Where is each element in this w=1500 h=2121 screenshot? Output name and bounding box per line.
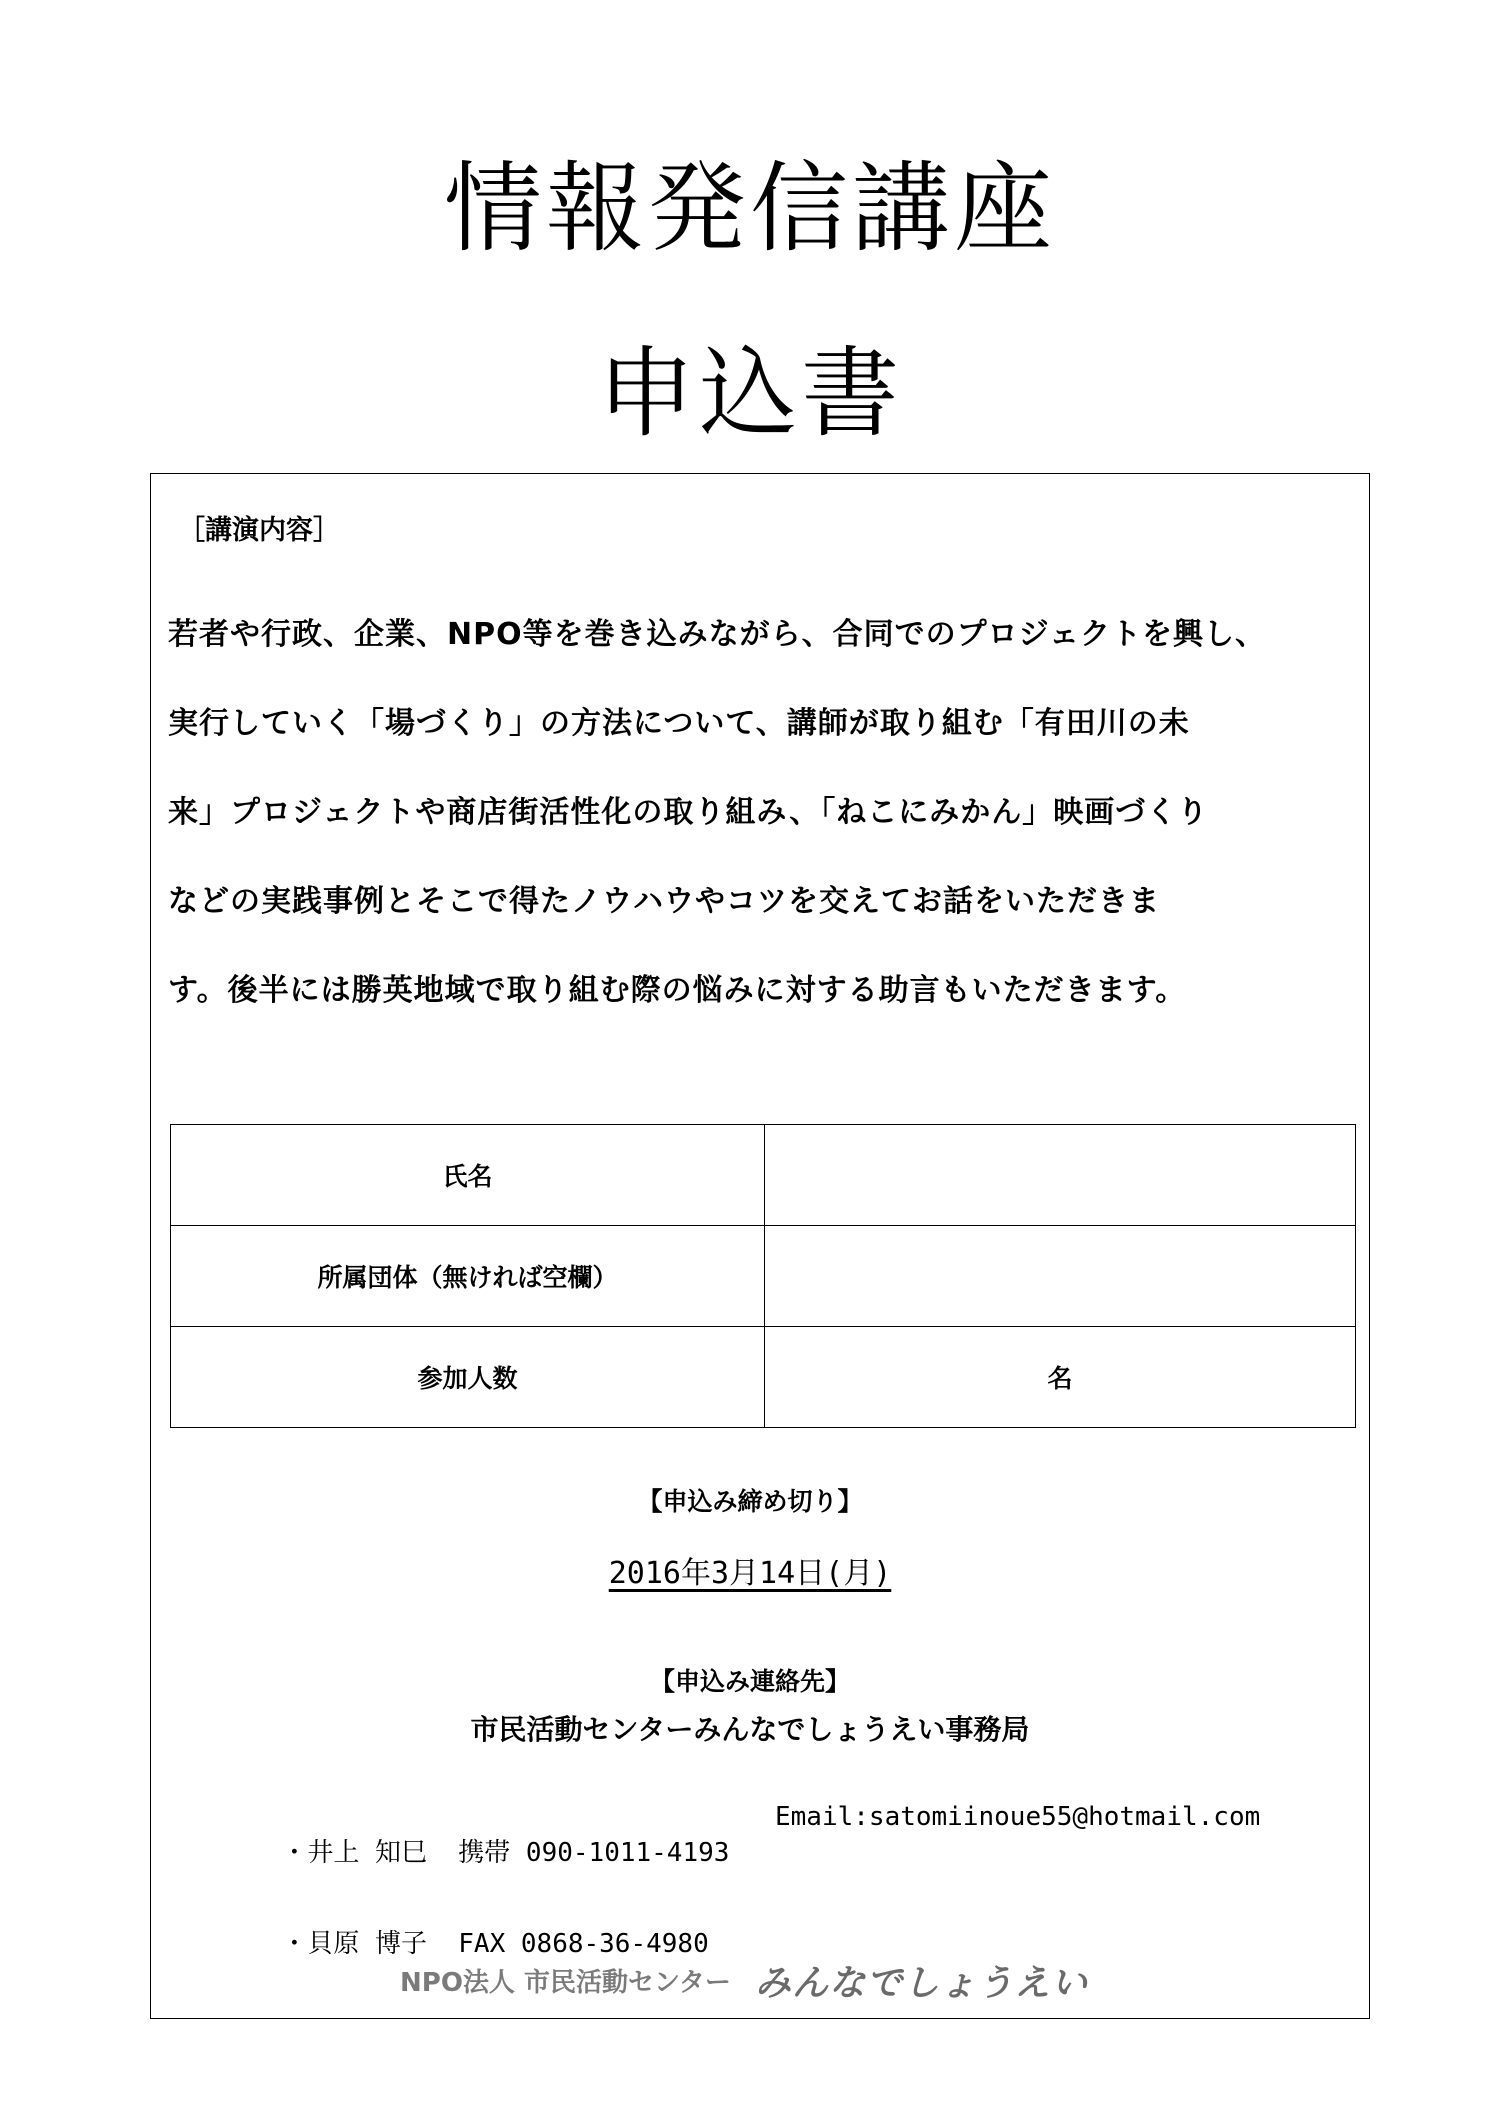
lecture-line: 若者や行政、企業、NPO等を巻き込みながら、合同でのプロジェクトを興し、 bbox=[168, 617, 1266, 652]
lecture-line: 来」プロジェクトや商店街活性化の取り組み、「ねこにみかん」映画づくり bbox=[168, 795, 1209, 830]
contact-person-2 bbox=[250, 1893, 709, 1960]
footer-logo bbox=[400, 1955, 1088, 2005]
page-title: 情報発信講座 bbox=[443, 152, 1056, 266]
contact-organization: 市民活動センターみんなでしょうえい事務局 bbox=[470, 1713, 1030, 1746]
table-row bbox=[171, 1226, 1356, 1327]
participants-label: 参加人数 bbox=[171, 1327, 765, 1428]
lecture-line: などの実践事例とそこで得たノウハウやコツを交えてお話をいただきま bbox=[168, 884, 1160, 919]
contact-person-1 bbox=[250, 1802, 1261, 1899]
contact-heading: 【申込み連絡先】 bbox=[649, 1667, 850, 1696]
organization-field[interactable] bbox=[765, 1226, 1356, 1327]
lecture-line: 実行していく「場づくり」の方法について、講師が取り組む「有田川の未 bbox=[168, 706, 1190, 741]
deadline-heading: 【申込み締め切り】 bbox=[637, 1487, 863, 1516]
contact-person-1-phone: ・井上 知巳 携帯 090-1011-4193 bbox=[281, 1838, 730, 1868]
table-row bbox=[171, 1125, 1356, 1226]
deadline-date: 2016年3月14日(月) bbox=[608, 1556, 892, 1591]
application-form-table bbox=[170, 1124, 1356, 1428]
deadline-date-line bbox=[0, 1548, 1500, 1592]
participants-field[interactable]: 名 bbox=[765, 1327, 1356, 1428]
page-subtitle: 申込書 bbox=[596, 337, 903, 451]
name-field[interactable] bbox=[765, 1125, 1356, 1226]
contact-email[interactable]: Email:satomiinoue55@hotmail.com bbox=[775, 1802, 1261, 1832]
name-label: 氏名 bbox=[171, 1125, 765, 1226]
lecture-content-label: ［講演内容］ bbox=[178, 515, 340, 546]
footer-brand-logo: みんなでしょうえい bbox=[754, 1961, 1088, 2004]
footer-org-name: NPO法人 市民活動センター bbox=[400, 1967, 731, 1998]
lecture-line: す。後半には勝英地域で取り組む際の悩みに対する助言もいただきます。 bbox=[168, 973, 1187, 1008]
organization-label: 所属団体（無ければ空欄） bbox=[171, 1226, 765, 1327]
contact-person-2-fax: ・貝原 博子 FAX 0868-36-4980 bbox=[281, 1929, 709, 1959]
lecture-description bbox=[168, 590, 1360, 1035]
table-row bbox=[171, 1327, 1356, 1428]
